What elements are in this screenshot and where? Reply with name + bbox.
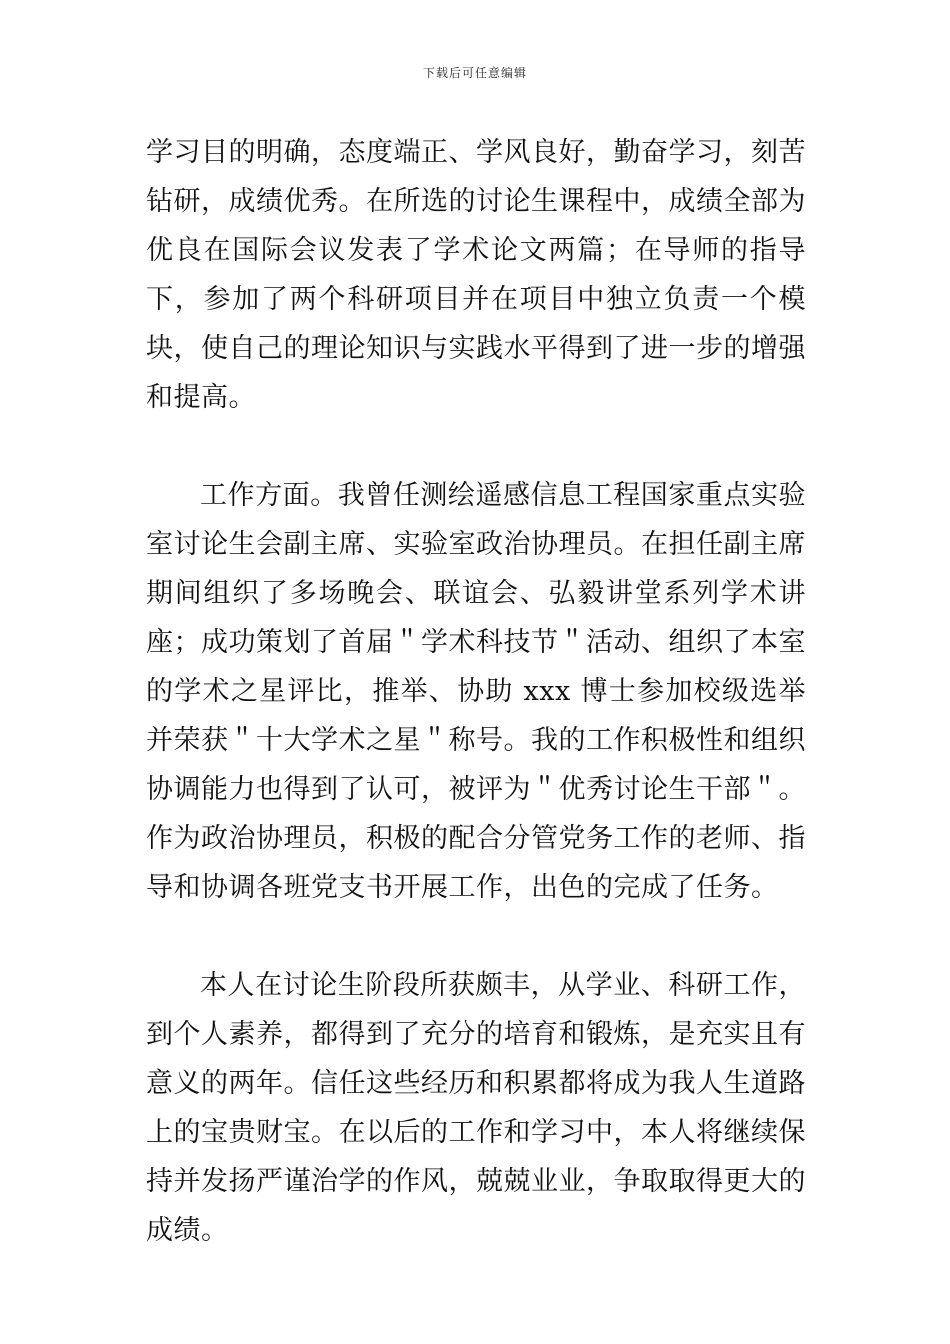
paragraph-gap — [146, 422, 806, 471]
paragraph-work: 工作方面。我曾任测绘遥感信息工程国家重点实验室讨论生会副主席、实验室政治协理员。在担任副主席期间组织了多场晚会、联谊会、弘毅讲堂系列学术讲座；成功策划了首届＂学术科技节＂活动、组织了本室的学术之星评比，推举、协助 xxx 博士参加校级选举并荣获＂十大学术之星＂称号。我的工作积极性和组织协调能力也得到了认可，被评为＂优秀讨论生干部＂。作为政治协理员，积极的配合分管党务工作的老师、指导和协调各班党支书开展工作，出色的完成了任务。 — [146, 480, 806, 903]
paragraph-summary: 本人在讨论生阶段所获颇丰，从学业、科研工作，到个人素养，都得到了充分的培育和锻炼，是充实且有意义的两年。信任这些经历和积累都将成为我人生道路上的宝贵财宝。在以后的工作和学习中，本人将继续保持并发扬严谨治学的作风，兢兢业业，争取取得更大的成绩。 — [146, 970, 806, 1246]
paragraph-study: 学习目的明确，态度端正、学风良好，勤奋学习，刻苦钻研，成绩优秀。在所选的讨论生课程中，成绩全部为优良在国际会议发表了学术论文两篇；在导师的指导下，参加了两个科研项目并在项目中独立负责一个模块，使自己的理论知识与实践水平得到了进一步的增强和提高。 — [146, 137, 806, 413]
paragraph-gap — [146, 912, 806, 961]
page-header-note: 下载后可任意编辑 — [422, 66, 527, 80]
document-body — [146, 128, 806, 1255]
